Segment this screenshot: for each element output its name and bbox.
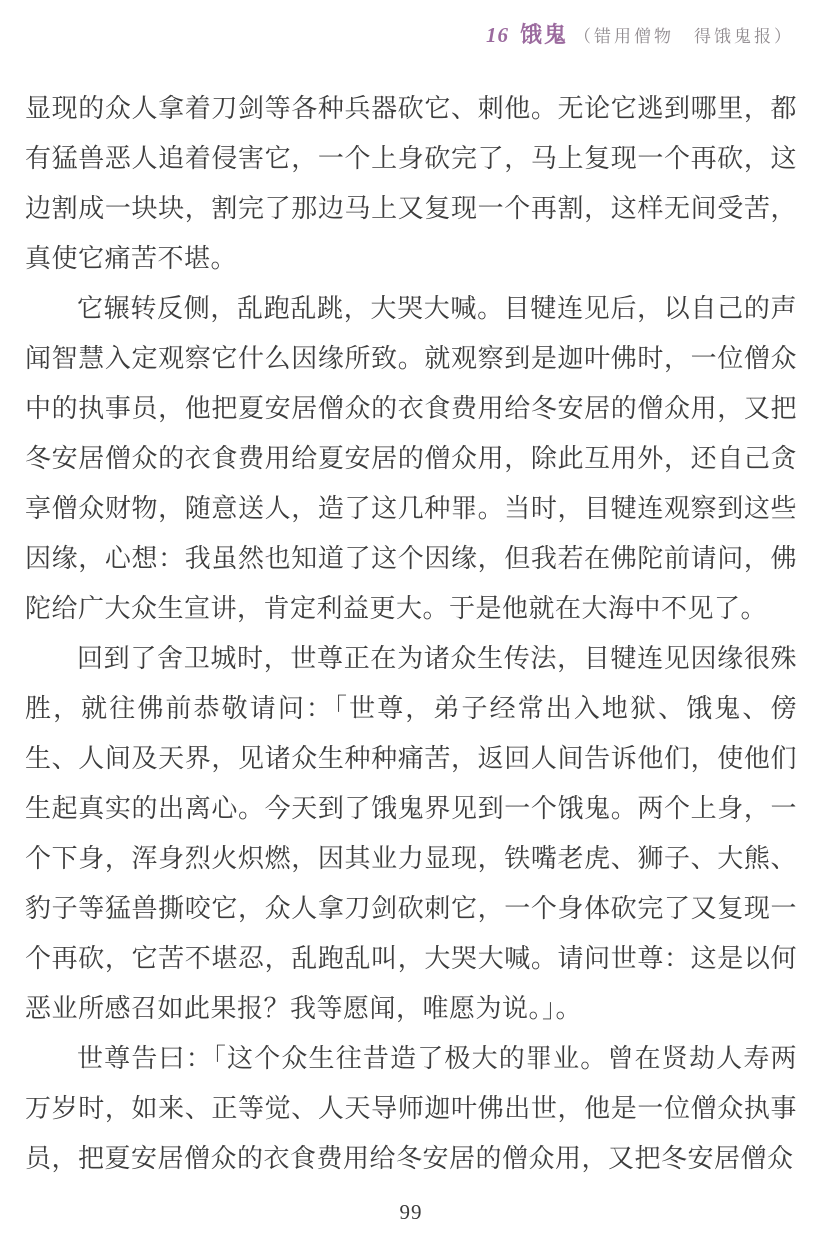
paragraph: 回到了舍卫城时，世尊正在为诸众生传法，目犍连见因缘很殊胜，就往佛前恭敬请问：「世尊，弟子经常出入地狱、饿鬼、傍生、人间及天界，见诸众生种种痛苦，返回人间告诉他们，使他们生起真实的出离心。今天到了饿鬼界见到一个饿鬼。两个上身，一个下身，浑身烈火炽燃，因其业力显现，铁嘴老虎、狮子、大熊、豹子等猛兽撕咬它，众人拿刀剑砍刺它，一个身体砍完了又复现一个再砍，它苦不堪忍，乱跑乱叫，大哭大喊。请问世尊：这是以何恶业所感召如此果报？我等愿闻，唯愿为说。」。 [25, 644, 797, 1023]
chapter-number: 16 [485, 23, 509, 47]
running-header [486, 20, 794, 53]
paragraph: 世尊告曰：「这个众生往昔造了极大的罪业。曾在贤劫人寿两万岁时，如来、正等觉、人天导师迦叶佛出世，他是一位僧众执事员，把夏安居僧众的衣食费用给冬安居的僧众用，又把冬安居僧众 [25, 1044, 797, 1173]
chapter-subtitle: （错用僧物 得饿鬼报） [574, 27, 794, 46]
body-text [25, 84, 797, 1184]
page-footer [0, 1200, 822, 1225]
page-number: 99 [399, 1200, 423, 1224]
paragraph: 它辗转反侧，乱跑乱跳，大哭大喊。目犍连见后，以自己的声闻智慧入定观察它什么因缘所致。就观察到是迦叶佛时，一位僧众中的执事员，他把夏安居僧众的衣食费用给冬安居的僧众用，又把冬安居僧众的衣食费用给夏安居的僧众用，除此互用外，还自己贪享僧众财物，随意送人，造了这几种罪。当时，目犍连观察到这些因缘，心想：我虽然也知道了这个因缘，但我若在佛陀前请问，佛陀给广大众生宣讲，肯定利益更大。于是他就在大海中不见了。 [25, 294, 797, 623]
chapter-title: 饿鬼 [519, 22, 568, 47]
paragraph-continuation: 显现的众人拿着刀剑等各种兵器砍它、刺他。无论它逃到哪里，都有猛兽恶人追着侵害它，一个上身砍完了，马上复现一个再砍，这边割成一块块，割完了那边马上又复现一个再割，这样无间受苦，真使它痛苦不堪。 [25, 94, 797, 273]
